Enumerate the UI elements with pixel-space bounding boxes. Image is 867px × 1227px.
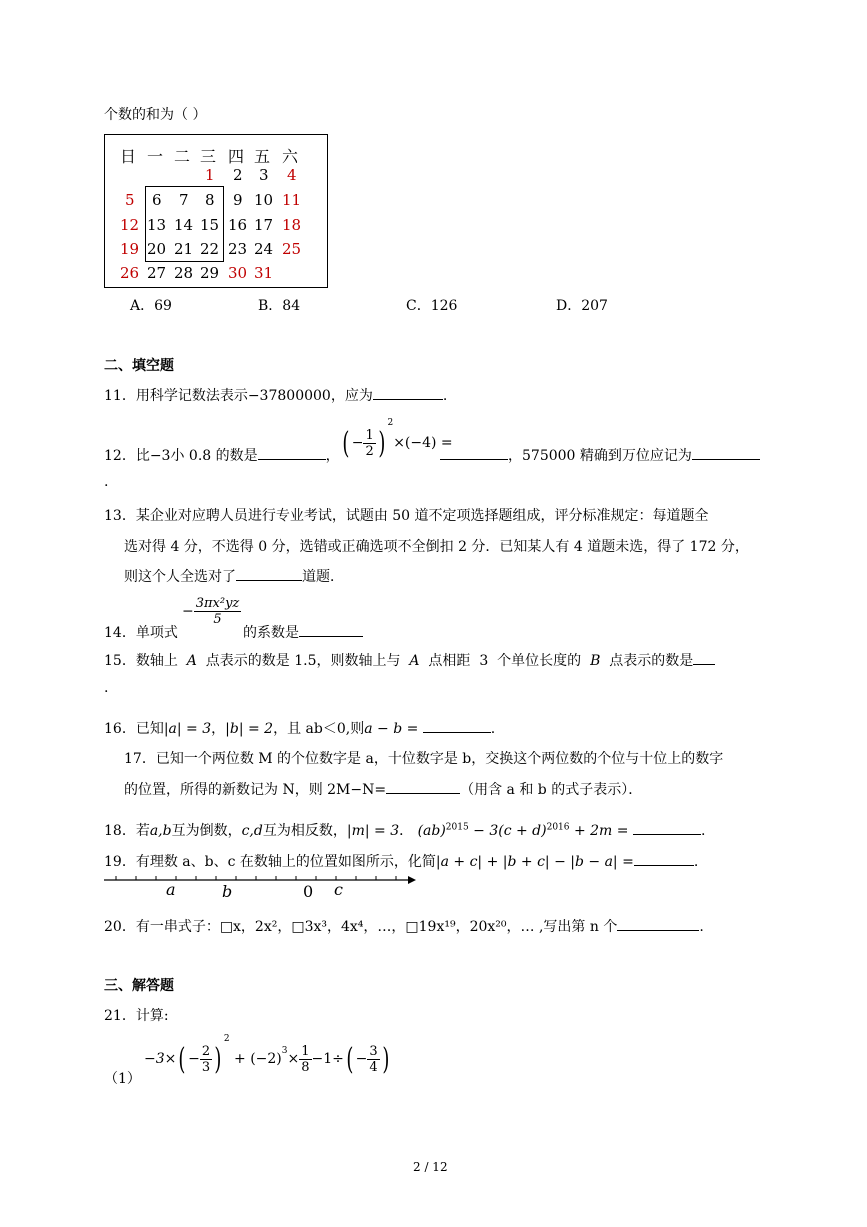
axis-label-a: a (166, 880, 176, 899)
q11: 11．用科学记数法表示−37800000，应为 . (104, 385, 447, 405)
option-c[interactable]: C．126 (406, 298, 458, 314)
calendar-day: 11 (282, 191, 302, 209)
calendar-day: 17 (254, 216, 274, 234)
option-d[interactable]: D．207 (556, 298, 608, 314)
q16: 16．已知|a| = 3，|b| = 2，且 ab＜0,则a − b = . (104, 718, 495, 738)
q14-answer-blank[interactable] (299, 622, 363, 637)
calendar-weekday: 日 (120, 147, 137, 166)
calendar-day: 4 (287, 166, 297, 184)
q13-line3: 则这个人全选对了 道题． (124, 566, 344, 586)
calendar-day: 20 (147, 240, 167, 258)
q19-answer-blank[interactable] (634, 851, 694, 866)
q13-line1: 13．某企业对应聘人员进行专业考试，试题由 50 道不定项选择题组成，评分标准规定：每道题全 (104, 508, 709, 524)
calendar-day: 18 (282, 216, 302, 234)
calendar-weekday: 二 (174, 147, 191, 166)
q17-line2: 的位置，所得的新数记为 N，则 2M−N= （用含 a 和 b 的式子表示）． (124, 779, 642, 799)
q18-answer-blank[interactable] (633, 820, 701, 835)
calendar-day: 24 (254, 240, 274, 258)
section-solve: 三、解答题 (104, 978, 174, 994)
q14-monomial: − $\frac{\text{3πx²yz}}{5}$ (182, 596, 240, 627)
calendar-day: 19 (120, 240, 140, 258)
q19: 19．有理数 a、b、c 在数轴上的位置如图所示，化简|a + c| + |b + c| − |b − a| = . (104, 851, 698, 871)
calendar-day: 7 (179, 191, 189, 209)
calendar-day: 3 (259, 166, 269, 184)
calendar-day: 12 (120, 216, 140, 234)
q13-line2: 选对得 4 分，不选得 0 分，选错或正确选项不全倒扣 2 分．已知某人有 4 道题未选，得了 172 分， (124, 539, 749, 555)
calendar-day: 27 (147, 264, 167, 282)
calendar-day: 8 (205, 191, 215, 209)
q21: 21．计算: (104, 1008, 169, 1024)
q12-blank-2[interactable] (440, 445, 508, 460)
calendar-day: 22 (200, 240, 220, 258)
q15-end: . (104, 680, 109, 696)
page-number: 2 / 12 (413, 1160, 448, 1174)
q12-end: . (104, 474, 109, 490)
q14-tail: 的系数是 (243, 622, 363, 642)
calendar-day: 21 (174, 240, 194, 258)
q17-answer-blank[interactable] (386, 779, 460, 794)
calendar-day: 31 (254, 264, 274, 282)
calendar-day: 23 (228, 240, 248, 258)
calendar-day: 5 (125, 191, 135, 209)
q11-answer-blank[interactable] (373, 385, 443, 400)
calendar-day: 6 (152, 191, 162, 209)
option-a[interactable]: A．69 (130, 298, 172, 314)
calendar-weekday: 一 (147, 147, 164, 166)
calendar-weekday: 三 (200, 147, 217, 166)
q21-1-label: （1） (104, 1071, 141, 1087)
option-b[interactable]: B．84 (258, 298, 301, 314)
q17-line1: 17．已知一个两位数 M 的个位数字是 a，十位数字是 b，交换这个两位数的个位与十位上的数字 (124, 751, 724, 767)
q15-answer-blank[interactable] (693, 650, 715, 665)
calendar-day: 30 (228, 264, 248, 282)
calendar-day: 15 (200, 216, 220, 234)
calendar-day: 26 (120, 264, 140, 282)
calendar-day: 28 (174, 264, 194, 282)
calendar-day: 1 (205, 166, 215, 184)
number-line (104, 872, 424, 902)
q12-rest: ，575000 精确到万位应记为 (440, 445, 760, 465)
calendar-day: 29 (200, 264, 220, 282)
q12-expression: ( − $\frac{1}{2}$ )$^2$×(−4) = (342, 418, 453, 461)
q16-answer-blank[interactable] (423, 718, 491, 733)
calendar-weekday: 六 (282, 147, 299, 166)
q12: 12．比−3小 0.8 的数是 ， (104, 445, 340, 465)
q20-answer-blank[interactable] (617, 916, 699, 931)
calendar-day: 16 (228, 216, 248, 234)
calendar-day: 9 (233, 191, 243, 209)
q18: 18．若a,b互为倒数，c,d互为相反数，|m| = 3． $(ab)^{2015} - 3(c + d)^{2016} + 2m$ = . (104, 820, 705, 840)
q12-blank-3[interactable] (692, 445, 760, 460)
calendar-day: 13 (147, 216, 167, 234)
calendar-day: 14 (174, 216, 194, 234)
calendar-day: 10 (254, 191, 274, 209)
q14: 14．单项式 (104, 625, 178, 641)
calendar-day: 25 (282, 240, 302, 258)
axis-label-0: 0 (303, 882, 314, 901)
axis-label-c: c (334, 880, 343, 899)
q10-tail: 个数的和为（ ） (104, 107, 207, 123)
q21-1-expression: −3×( − $\frac{2}{3}$ )$^2 + (-2)^3\times$ $\frac{1}{8}$ −1÷( − $\frac{3}{4}$ ) (144, 1034, 389, 1077)
q20: 20．有一串式子：□x，2x²，□3x³，4x⁴，…，□19x¹⁹，20x²⁰，… ,写出第 n 个 . (104, 916, 704, 936)
q13-answer-blank[interactable] (236, 566, 302, 581)
calendar-weekday: 五 (254, 147, 271, 166)
calendar-day: 2 (233, 166, 243, 184)
q12-blank-1[interactable] (258, 445, 326, 460)
section-fill-in: 二、填空题 (104, 358, 174, 374)
axis-label-b: b (222, 882, 233, 901)
calendar-weekday: 四 (228, 147, 245, 166)
q15: 15．数轴上 A 点表示的数是 1.5，则数轴上与 A 点相距 3 个单位长度的 B 点表示的数是 (104, 650, 715, 670)
